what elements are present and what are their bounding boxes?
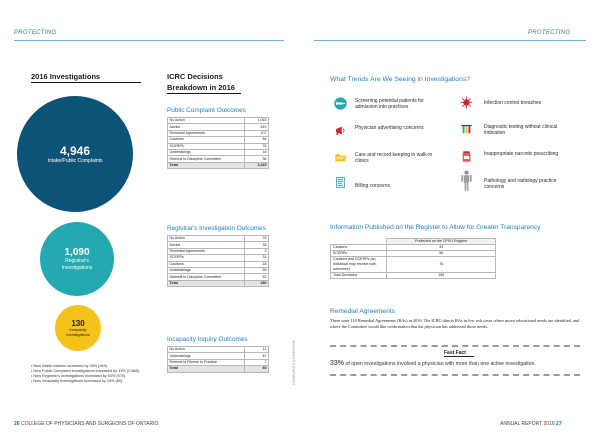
- investigations-title-rule: [31, 82, 141, 83]
- investigations-title: 2016 Investigations: [31, 72, 101, 81]
- incapacity-circle: [55, 305, 101, 351]
- fast-fact-label: Fast Fact: [444, 350, 466, 356]
- test-tubes-icon: [460, 123, 473, 136]
- right-footer: [500, 421, 562, 427]
- info-published-title: Information Published on the Register to Allow for Greater Transparency: [330, 224, 541, 231]
- bullet-item: • New Incapacity investigations increased by 15% (80).: [31, 379, 124, 384]
- table-row: SCERPs 76: [169, 143, 267, 148]
- trend-text-advertising: Physician advertising concerns: [355, 125, 424, 131]
- table-row: Advice 515: [169, 124, 267, 129]
- icrc-title-line2: Breakdown in 2016: [167, 83, 235, 92]
- right-page-header: PROTECTING: [528, 30, 571, 36]
- table-row: SCERPs 31: [169, 255, 267, 260]
- fast-fact-rule: [444, 356, 474, 357]
- fast-fact-line: [330, 360, 580, 367]
- left-footer: [14, 421, 158, 427]
- left-footer-text: COLLEGE OF PHYSICIANS AND SURGEONS OF ONTARIO: [20, 421, 159, 427]
- registrar-table: [167, 235, 269, 287]
- table-row: Undertakings 59: [169, 268, 267, 273]
- registrar-circle: [40, 222, 114, 296]
- fast-fact-percent: 33%: [330, 360, 345, 367]
- invoice-icon: [334, 176, 347, 189]
- megaphone-icon: [334, 124, 347, 137]
- pill-bottle-icon: [460, 150, 473, 163]
- vertical-section-note: COMPLAINTS & DISCIPLINE: [292, 339, 296, 385]
- left-page-number: 26: [14, 421, 20, 427]
- remedial-text: There were 110 Remedial Agreements (RAs) in 2016. The ICRC directs RAs in low risk cases where minor educational needs are identified, and where the Committee would like confirmation that the physician has addressed those needs.: [330, 318, 580, 329]
- right-page-number: 27: [556, 421, 562, 427]
- trend-text-narcotic: Inappropriate narcotic prescribing: [484, 151, 559, 157]
- bullet-item: • New Registrar's investigations increased by 53% (570).: [31, 374, 127, 379]
- table-row: No Action 11: [169, 347, 267, 352]
- investigation-bullets: [31, 364, 153, 385]
- trend-text-pathology: Pathology and radiology practice concerns: [484, 178, 557, 191]
- table-row: Remedial Agreements 107: [169, 130, 267, 135]
- icrc-title-line1: ICRC Decisions: [167, 72, 223, 81]
- registrar-label: Registrar's Investigations: [61, 258, 93, 271]
- table-row: Referral to Discipline Committee 38: [169, 156, 267, 161]
- dashed-divider: [330, 374, 580, 378]
- incapacity-label: Incapacity Investigations: [66, 327, 90, 337]
- table-row: Referral to Fitness to Practise 7: [169, 359, 267, 364]
- table-row: Remedial Agreements 3: [169, 248, 267, 253]
- left-header-rule: [14, 40, 284, 41]
- table-row: No Action 1,063: [169, 118, 267, 123]
- syringe-icon: [334, 97, 347, 110]
- trend-text-screening: Screening potential patients for admission into practices: [355, 98, 424, 111]
- folder-icon: [334, 151, 347, 164]
- icrc-title-rule: [167, 93, 241, 94]
- left-page-header: PROTECTING: [14, 30, 57, 36]
- germ-icon: [460, 96, 473, 109]
- fast-fact-text: of open investigations involved a physician with more than one active investigation.: [345, 361, 536, 367]
- right-header-rule: [314, 40, 586, 41]
- trend-text-infection: Infection control breaches: [484, 100, 542, 106]
- dashed-divider: [330, 345, 580, 349]
- table-row: Referral to Discipline Committee 53: [169, 274, 267, 279]
- intake-label: Intake/Public Complaints: [47, 157, 103, 164]
- table-total-row: Total 280: [169, 280, 267, 285]
- table-total-row: Total 2,419: [169, 162, 267, 167]
- table-row: Undertakings 42: [169, 353, 267, 358]
- right-footer-text: ANNUAL REPORT 2016: [500, 421, 555, 427]
- table-row: Total Decisions 165: [331, 273, 496, 279]
- table-row: Cautions 33: [331, 245, 496, 251]
- table-row: Cautions 18: [169, 261, 267, 266]
- trend-text-billing: Billing concerns: [355, 183, 391, 189]
- incapacity-table-title: Incapacity Inquiry Outcomes: [167, 336, 248, 343]
- table-row: Cautions and SCERPs (an individual may receive both outcomes) 76: [331, 257, 496, 273]
- table-header-row: Published on the CPSO Register: [331, 239, 496, 245]
- public-complaint-table: [167, 117, 269, 169]
- incapacity-number: 130: [71, 318, 85, 328]
- trend-text-record-keeping: Care and record keeping in walk-in clinics: [355, 152, 433, 165]
- trend-text-diagnostic: Diagnostic testing without clinical indication: [484, 124, 558, 137]
- bullet-item: • New intake matters increased by 26% (549).: [31, 364, 109, 368]
- table-row: No Action 78: [169, 236, 267, 241]
- public-complaint-table-title: Public Complaint Outcomes: [167, 107, 246, 114]
- registrar-number: 1,090: [64, 247, 90, 259]
- table-row: Advice 38: [169, 242, 267, 247]
- trends-title: What Trends Are We Seeing in Investigations?: [330, 76, 471, 83]
- registrar-table-title: Registrar's Investigation Outcomes: [167, 225, 266, 232]
- intake-number: 4,946: [59, 143, 91, 158]
- bullet-item: • New Public Complaint investigations increased by 13% (2,668).: [31, 369, 140, 374]
- table-row: SCERPs 56: [331, 251, 496, 257]
- table-row: Cautions 84: [169, 137, 267, 142]
- table-total-row: Total 60: [169, 366, 267, 371]
- table-row: Undertakings 16: [169, 150, 267, 155]
- intake-circle: [17, 96, 133, 212]
- incapacity-table: [167, 346, 269, 373]
- body-scan-icon: [460, 170, 473, 192]
- info-published-table: [330, 238, 496, 279]
- remedial-title: Remedial Agreements: [330, 308, 395, 315]
